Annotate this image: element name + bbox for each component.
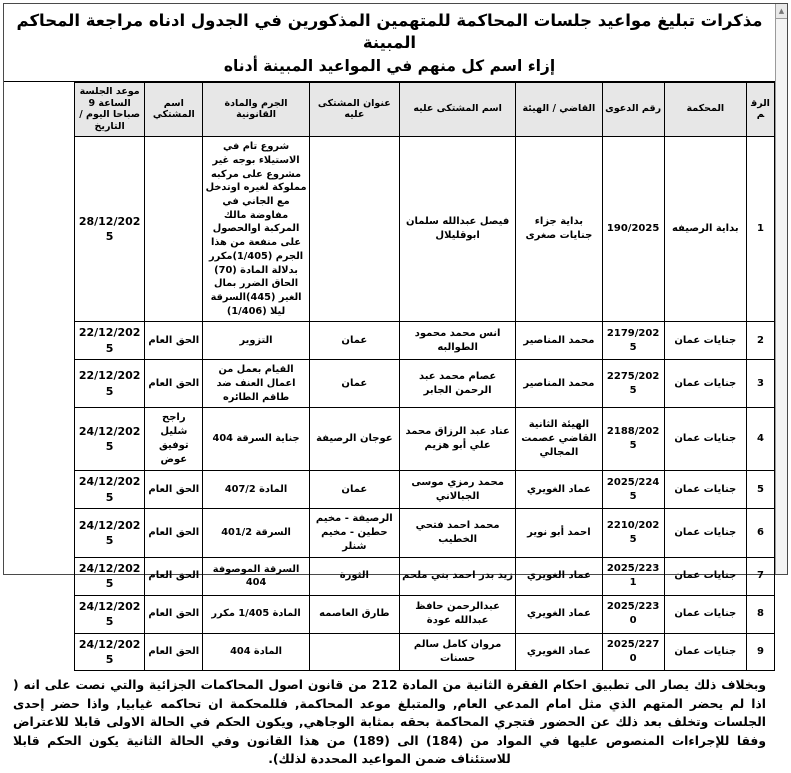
cell-defendant_address [309, 633, 399, 671]
cell-court: جنايات عمان [664, 508, 746, 557]
cell-defendant: عبدالرحمن حافظ عبدالله عودة [399, 595, 515, 633]
document-title [4, 4, 775, 82]
cell-judge: احمد أبو نوير [516, 508, 602, 557]
title-line-1: مذكرات تبليغ مواعيد جلسات المحاكمة للمتهمين المذكورين في الجدول ادناه مراجعة المحاكم المبينة [16, 11, 763, 53]
cell-defendant_address: عمان [309, 360, 399, 408]
cell-session_date: 24/12/2025 [75, 508, 145, 557]
scrollbar[interactable] [775, 4, 787, 574]
cell-defendant: زيد بدر احمد بني ملحم [399, 557, 515, 595]
cell-session_date: 24/12/2025 [75, 557, 145, 595]
cell-case_no: 190/2025 [602, 137, 664, 322]
cell-defendant: محمد رمزي موسى الجبالاني [399, 471, 515, 509]
table-row [75, 508, 775, 557]
cell-defendant_address: عمان [309, 471, 399, 509]
cell-crime: السرقة 401/2 [203, 508, 309, 557]
cell-judge: عماد الغويري [516, 595, 602, 633]
cell-complainant [145, 137, 203, 322]
cell-defendant_address: الرصيفة - مخيم حطين - مخيم شنلر [309, 508, 399, 557]
cell-num: 5 [746, 471, 774, 509]
cell-defendant_address [309, 137, 399, 322]
cell-case_no: 2025/2270 [602, 633, 664, 671]
column-header-case_no: رقم الدعوى [602, 82, 664, 137]
table-header-row [75, 82, 775, 137]
cell-complainant: الحق العام [145, 595, 203, 633]
cell-defendant_address: عمان [309, 322, 399, 360]
cell-defendant_address: عوجان الرصيفة [309, 408, 399, 471]
cell-case_no: 2025/2245 [602, 471, 664, 509]
cell-court: بداية الرصيفه [664, 137, 746, 322]
table-row [75, 633, 775, 671]
table-row [75, 408, 775, 471]
cell-session_date: 24/12/2025 [75, 471, 145, 509]
cell-num: 9 [746, 633, 774, 671]
legal-footnote: وبخلاف ذلك يصار الى تطبيق احكام الفقرة الثانية من المادة 212 من قانون اصول المحاكمات الجزائية والتي نصت على انه ( اذا لم يحضر المتهم الذي مثل امام المدعي العام, والمتبلغ موعد المحاكمة, فللمحكمة ان تحاكمه غيابيا, واذا حضر إحدى الجلسات وتخلف بعد ذلك عن الحضور فتجري المحاكمة بحقه بمثابة الوجاهي, ويكون الحكم في الحالة الاولى قابلا للاعتراض وفقا للإجراءات المنصوص عليها في المواد من (184) الى (189) من هذا القانون وفي الحالة الثانية يكون الحكم قابلا للاستئناف ضمن المواعيد المحددة لذلك). [13, 678, 766, 767]
cell-num: 2 [746, 322, 774, 360]
cell-court: جنايات عمان [664, 633, 746, 671]
cell-court: جنايات عمان [664, 595, 746, 633]
cell-complainant: الحق العام [145, 322, 203, 360]
cell-court: جنايات عمان [664, 360, 746, 408]
cell-case_no: 2025/2231 [602, 557, 664, 595]
cell-num: 4 [746, 408, 774, 471]
cell-complainant: الحق العام [145, 471, 203, 509]
cell-judge: عماد الغويري [516, 633, 602, 671]
table-body [75, 137, 775, 671]
cell-session_date: 28/12/2025 [75, 137, 145, 322]
table-row [75, 595, 775, 633]
cell-session_date: 22/12/2025 [75, 322, 145, 360]
cell-num: 7 [746, 557, 774, 595]
hearings-table-wrapper [4, 82, 775, 672]
column-header-defendant_address: عنوان المشتكى عليه [309, 82, 399, 137]
cell-defendant: انس محمد محمود الطوالبه [399, 322, 515, 360]
cell-case_no: 2210/2025 [602, 508, 664, 557]
table-row [75, 471, 775, 509]
cell-complainant: الحق العام [145, 360, 203, 408]
table-row [75, 557, 775, 595]
cell-crime: المادة 1/405 مكرر [203, 595, 309, 633]
column-header-session_date: موعد الجلسة الساعة 9 صباحا اليوم / التاريخ [75, 82, 145, 137]
cell-defendant: عناد عبد الرزاق محمد علي أبو هزيم [399, 408, 515, 471]
cell-num: 8 [746, 595, 774, 633]
cell-num: 6 [746, 508, 774, 557]
cell-judge: محمد المناصير [516, 360, 602, 408]
cell-court: جنايات عمان [664, 471, 746, 509]
column-header-defendant: اسم المشتكى عليه [399, 82, 515, 137]
cell-num: 1 [746, 137, 774, 322]
cell-complainant: الحق العام [145, 633, 203, 671]
cell-case_no: 2025/2230 [602, 595, 664, 633]
cell-session_date: 24/12/2025 [75, 408, 145, 471]
column-header-crime: الجرم والمادة القانونية [203, 82, 309, 137]
cell-complainant: راجح شليل توفيق عوض [145, 408, 203, 471]
cell-court: جنايات عمان [664, 322, 746, 360]
cell-court: جنايات عمان [664, 557, 746, 595]
cell-defendant_address: الثورة [309, 557, 399, 595]
cell-crime: التزوير [203, 322, 309, 360]
cell-session_date: 22/12/2025 [75, 360, 145, 408]
column-header-judge: القاضي / الهيئة [516, 82, 602, 137]
cell-complainant: الحق العام [145, 508, 203, 557]
cell-complainant: الحق العام [145, 557, 203, 595]
cell-crime: السرقة الموصوفة 404 [203, 557, 309, 595]
column-header-court: المحكمة [664, 82, 746, 137]
cell-defendant: محمد احمد فتحي الخطيب [399, 508, 515, 557]
cell-defendant: مروان كامل سالم حسنات [399, 633, 515, 671]
cell-case_no: 2179/2025 [602, 322, 664, 360]
cell-defendant_address: طارق العاصمه [309, 595, 399, 633]
cell-num: 3 [746, 360, 774, 408]
document-viewer-frame [3, 3, 788, 767]
cell-judge: بداية جزاء جنايات صغرى [516, 137, 602, 322]
cell-session_date: 24/12/2025 [75, 633, 145, 671]
cell-judge: عماد الغويري [516, 471, 602, 509]
cell-crime: شروع تام في الاستيلاء بوجه غير مشروع على مركبه مملوكة لغيره اوتدخل مع الجاني في مفاوضة مالك المركبة اوالحصول على منفعة من هذا الجرم (1/405)مكرر بدلالة المادة (70) الحاق الضرر بمال الغير (445)السرقة ليلا (1/406) [203, 137, 309, 322]
cell-judge: محمد المناصير [516, 322, 602, 360]
table-row [75, 137, 775, 322]
cell-judge: الهيئة الثانية القاضي عصمت المجالي [516, 408, 602, 471]
document-page [4, 4, 775, 767]
column-header-num: الرقم [746, 82, 774, 137]
title-line-2: إزاء اسم كل منهم في المواعيد المبينة أدناه [223, 56, 556, 75]
hearings-table [74, 82, 775, 672]
scroll-up-icon[interactable]: ▲ [776, 4, 787, 19]
cell-crime: جناية السرقة 404 [203, 408, 309, 471]
table-row [75, 322, 775, 360]
cell-judge: عماد الغويري [516, 557, 602, 595]
cell-crime: القيام بعمل من اعمال العنف ضد طاقم الطائره [203, 360, 309, 408]
cell-court: جنايات عمان [664, 408, 746, 471]
cell-defendant: فيصل عبدالله سلمان ابوقليلال [399, 137, 515, 322]
cell-crime: المادة 404 [203, 633, 309, 671]
cell-case_no: 2275/2025 [602, 360, 664, 408]
cell-case_no: 2188/2025 [602, 408, 664, 471]
cell-defendant: عصام محمد عبد الرحمن الجابر [399, 360, 515, 408]
column-header-complainant: اسم المشتكي [145, 82, 203, 137]
cell-session_date: 24/12/2025 [75, 595, 145, 633]
table-row [75, 360, 775, 408]
cell-crime: المادة 407/2 [203, 471, 309, 509]
